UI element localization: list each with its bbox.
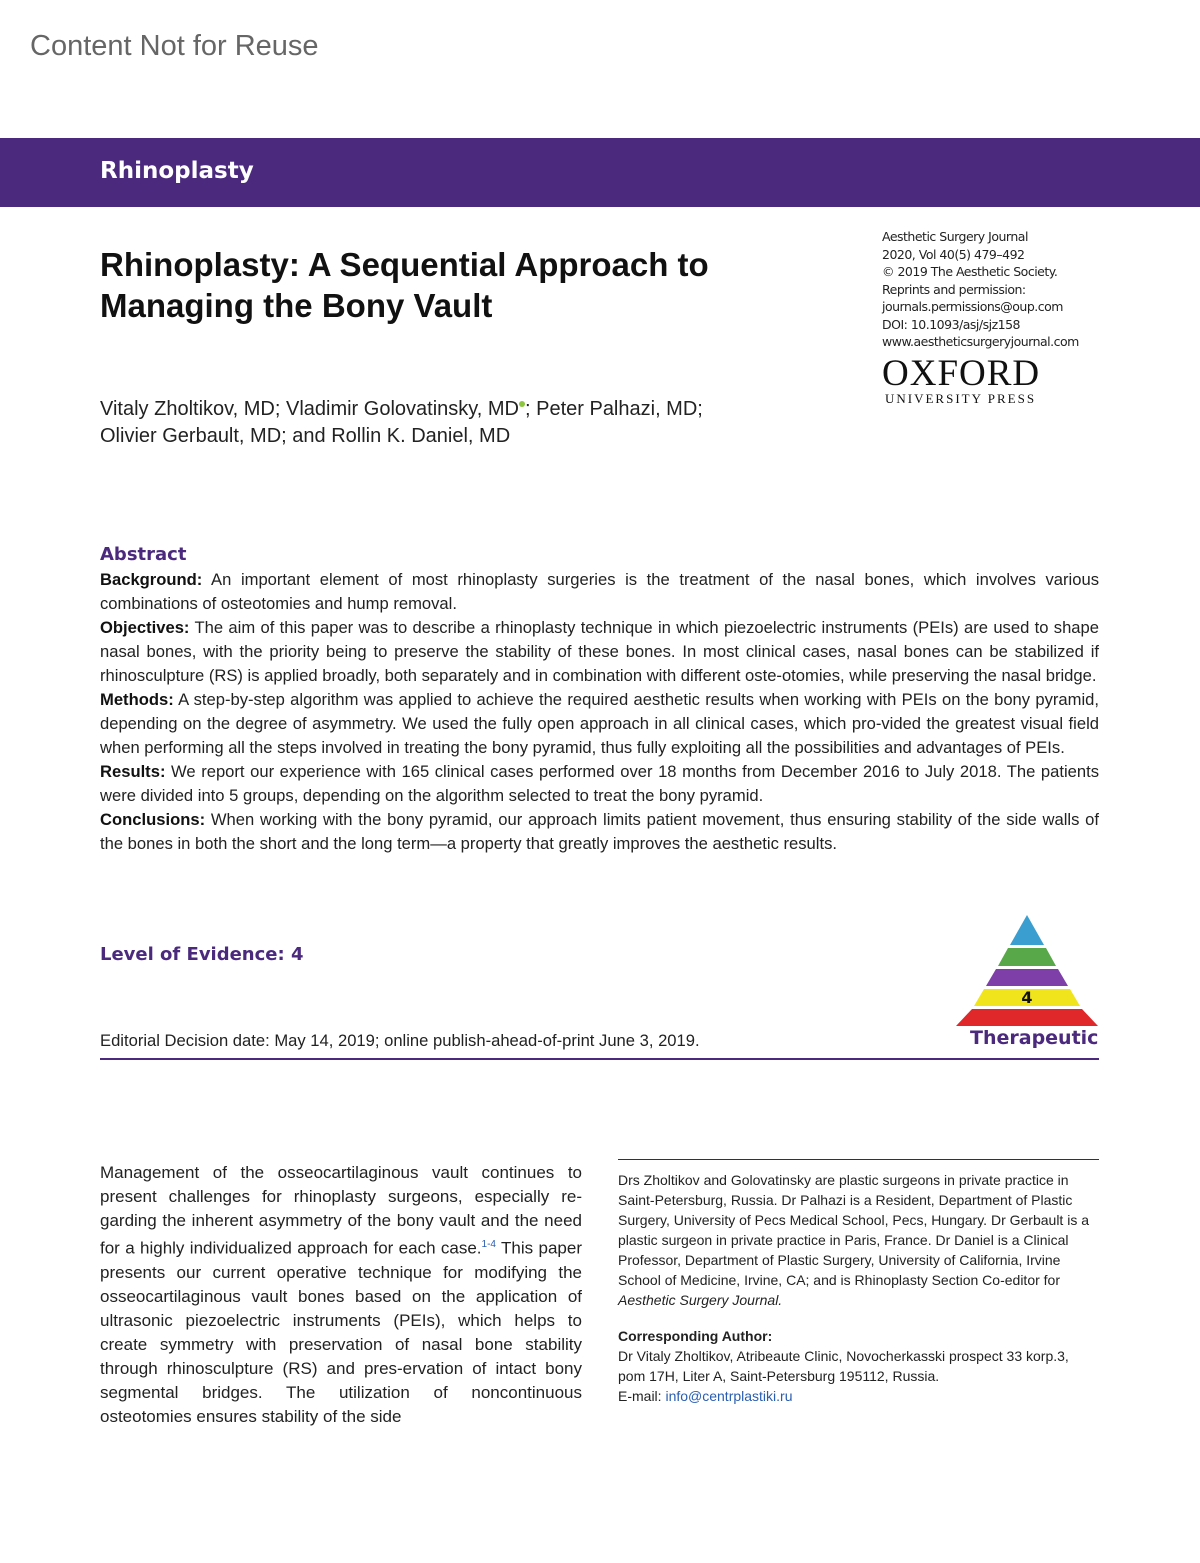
editorial-dates: Editorial Decision date: May 14, 2019; online publish-ahead-of-print June 3, 2019. [100,1031,700,1050]
title-line: Managing the Bony Vault [100,287,493,324]
pyramid-level: 4 [1021,988,1033,1007]
permissions-email[interactable]: journals.permissions@oup.com [882,299,1063,314]
footnote-divider [618,1159,1099,1160]
publisher-sub: UNIVERSITY PRESS [885,391,1037,406]
level-of-evidence: Level of Evidence: 4 [100,944,304,965]
abstract-objectives: Objectives: The aim of this paper was to describe a rhinoplasty technique in which piezoelectric instruments (PEIs) are used to shape nasal bones, with the priority being to preserve the stability of these bones. In most clinical cases, nasal bones can be stabilized if rhinosculpture (RS) is applied broadly, both separately and in combination with different oste-otomies, while preserving the nasal bridge. [100,618,1099,685]
pyramid-band-green [998,948,1056,966]
reference-link[interactable]: 1-4 [481,1239,496,1250]
divider [100,1058,1099,1060]
section-label: Rhinoplasty [100,158,254,184]
website[interactable]: www.aestheticsurgeryjournal.com [882,334,1079,349]
footnote [618,1170,1099,1406]
evidence-pyramid-icon [950,910,1105,1030]
watermark: Content Not for Reuse [30,30,319,62]
pyramid-band-purple [986,969,1068,986]
email-link[interactable]: info@centrplastiki.ru [665,1388,793,1404]
reprints: Reprints and permission: [882,281,1026,297]
email-line: E-mail: info@centrplastiki.ru [618,1388,793,1404]
pyramid-band-blue [1010,915,1044,945]
abstract-heading: Abstract [100,544,187,565]
publisher-logo: OXFORD [882,353,1041,394]
journal-name: Aesthetic Surgery Journal [882,229,1028,244]
authors [100,396,703,450]
pyramid-label: Therapeutic [970,1027,1099,1049]
pyramid-band-red [956,1009,1098,1026]
title-line: Rhinoplasty: A Sequential Approach to [100,246,709,283]
journal-volume: 2020, Vol 40(5) 479–492 [882,246,1025,262]
abstract-results: Results: We report our experience with 165 clinical cases performed over 18 months from December 2016 to July 2018. The patients were divided into 5 groups, depending on the algorithm selected to treat the bony pyramid. [100,762,1099,805]
authors-text: Vitaly Zholtikov, MD; Vladimir Golovatinsky, MD [100,398,519,420]
journal-info [882,228,1079,351]
affiliations: Drs Zholtikov and Golovatinsky are plastic surgeons in private practice in Saint-Petersburg, Russia. Dr Palhazi is a Resident, Department of Plastic Surgery, University of Pecs Medical School, Pecs, Hungary. Dr Gerbault is a plastic surgeon in private practice in Paris, France. Dr Daniel is a Clinical Professor, Department of Plastic Surgery, University of California, Irvine School of Medicine, Irvine, CA; and is Rhinoplasty Section Co-editor for Aesthetic Surgery Journal. [618,1172,1089,1308]
abstract-background: Background: An important element of most rhinoplasty surgeries is the treatment of the nasal bones, which involves various combinations of osteotomies and hump removal. [100,570,1099,613]
corresponding-address: Dr Vitaly Zholtikov, Atribeaute Clinic, Novocherkasski prospect 33 korp.3, pom 17H, Liter A, Saint-Petersburg 195112, Russia. [618,1348,1069,1384]
body-text: Management of the osseocartilaginous vault continues to present challenges for rhinoplasty surgeons, especially re-garding the inherent asymmetry of the bony vault and the need for a highly individualized approach for each case.$^{1-4}$ This paper presents our current operative technique for modifying the osseocartilaginous vault bones based on the application of ultrasonic piezoelectric instruments (PEIs), which helps to create symmetry with preservation of nasal bone stability through rhinosculpture (RS) and pres-ervation of intact bony segmental bridges. The utilization of noncontinuous osteotomies ensures stability of the side [100,1163,582,1426]
abstract [100,568,1099,856]
article-title [100,244,800,326]
section-banner [0,138,1200,207]
authors-text: ; Peter Palhazi, MD; [525,398,703,420]
doi[interactable]: DOI: 10.1093/asj/sjz158 [882,316,1020,332]
authors-text: Olivier Gerbault, MD; and Rollin K. Daniel, MD [100,425,511,447]
copyright: © 2019 The Aesthetic Society. [882,264,1058,279]
corresponding-heading: Corresponding Author: [618,1328,773,1344]
abstract-conclusions: Conclusions: When working with the bony pyramid, our approach limits patient movement, thus ensuring stability of the side walls of the bones in both the short and the long term—a property that greatly improves the aesthetic results. [100,810,1099,853]
abstract-methods: Methods: A step-by-step algorithm was applied to achieve the required aesthetic results when working with PEIs on the bony pyramid, depending on the degree of asymmetry. We used the fully open approach in all clinical cases, which pro-vided the greatest visual field when performing all the steps involved in treating the bony pyramid, thus fully exploiting all the possibilities and advantages of PEIs. [100,690,1099,757]
